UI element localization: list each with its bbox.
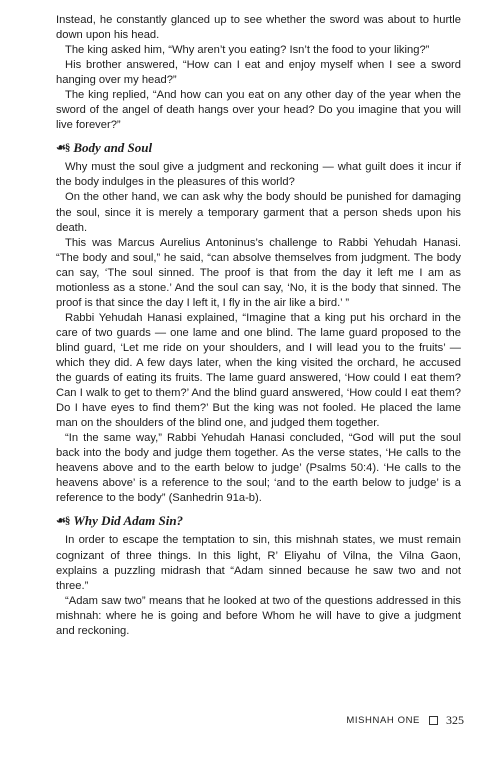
paragraph: Rabbi Yehudah Hanasi explained, “Imagine that a king put his orchard in the care of two guards — one lame and one blind. The lame guard proposed to the blind guard, ‘Let me ride on your shoulders, and I will lead you to the fruits’ — which they did. A few days later, when the king visited the orchard, he accused the guards of eating its fruits. The lame guard answered, ‘How could I eat them? Can I walk to get to them?’ And the blind guard answered, ‘How could I eat them? Do I have eyes to find them?’ But the king was not fooled. He placed the lame man on the shoulders of the blind one, and judged them together.: [56, 311, 461, 430]
paragraph: The king asked him, “Why aren’t you eating? Isn’t the food to your liking?”: [65, 44, 430, 57]
section-ornament-icon: ☙§: [56, 142, 70, 155]
paragraph: His brother answered, “How can I eat and enjoy myself when I see a sword hanging over my head?”: [56, 59, 461, 87]
section-heading-body-and-soul: [56, 140, 461, 156]
page-body: [56, 13, 461, 639]
paragraph: Instead, he constantly glanced up to see whether the sword was about to hurtle down upon his head.: [56, 14, 461, 42]
running-head: MISHNAH ONE: [346, 715, 420, 726]
paragraph: On the other hand, we can ask why the body should be punished for damaging the soul, since it is merely a temporary garment that a person sheds upon his death.: [56, 191, 461, 234]
square-ornament-icon: [429, 716, 438, 725]
paragraph: Why must the soul give a judgment and reckoning — what guilt does it incur if the body indulges in the pleasures of this world?: [56, 161, 461, 189]
page-footer: [309, 713, 464, 728]
section-title: Body and Soul: [73, 140, 153, 156]
section-heading-why-did-adam-sin: [56, 513, 461, 529]
paragraph: The king replied, “And how can you eat on any other day of the year when the sword of the angel of death hangs over your head? Do you imagine that you will live forever?”: [56, 89, 461, 132]
paragraph: “Adam saw two” means that he looked at two of the questions addressed in this mishnah: where he is going and before Whom he will have to give a judgment and reckoning.: [56, 594, 461, 637]
section-ornament-icon: ☙§: [56, 515, 70, 528]
paragraph: “In the same way,” Rabbi Yehudah Hanasi concluded, “God will put the soul back into the body and judge them together. As the verse states, ‘He calls to the heavens above and to the earth below to judge’ (Psalms 50:4). ‘He calls to the heavens above’ is a reference to the soul; ‘and to the earth below to judge’ is a reference to the body” (Sanhedrin 91a-b).: [56, 432, 461, 505]
section-title: Why Did Adam Sin?: [73, 513, 184, 529]
page-number: 325: [446, 713, 464, 727]
paragraph: In order to escape the temptation to sin, this mishnah states, we must remain cognizant of three things. In this light, R’ Eliyahu of Vilna, the Vilna Gaon, explains a puzzling midrash that “Adam sinned because he saw two and not three.”: [56, 534, 461, 592]
paragraph: This was Marcus Aurelius Antoninus’s challenge to Rabbi Yehudah Hanasi. “The body and soul,” he said, “can absolve themselves from judgment. The body can say, ‘The soul sinned. The proof is that from the day it left me I am as motionless as a stone.’ And the soul can say, ‘No, it is the body that sinned. The proof is that since the day I left it, I fly in the air like a bird.’ ”: [56, 236, 461, 309]
